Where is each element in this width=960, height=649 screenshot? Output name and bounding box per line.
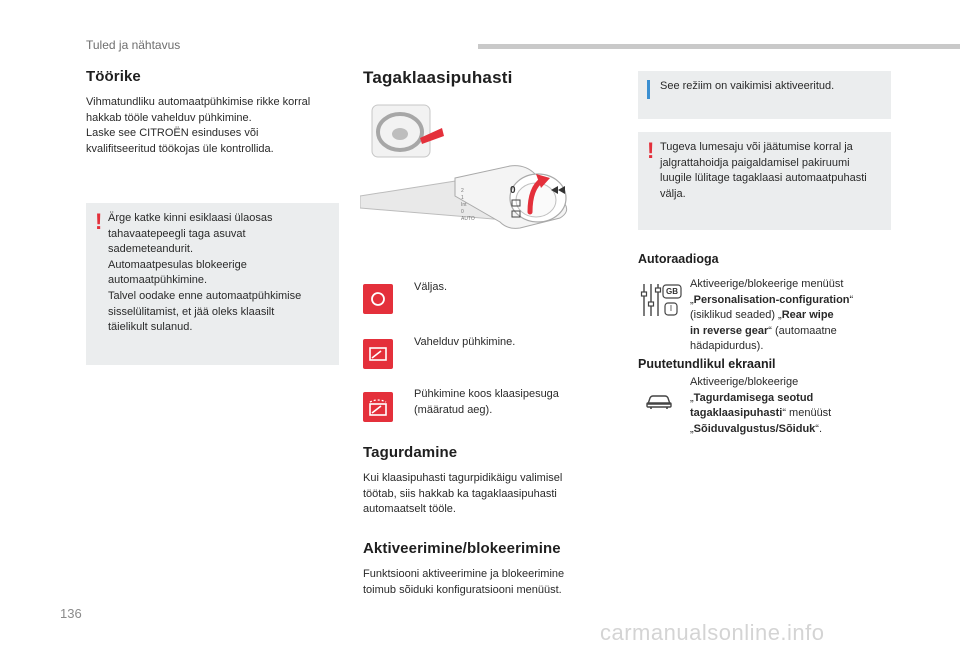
middle-title: Tagaklaasipuhasti — [363, 68, 513, 87]
radio-text: Aktiveerige/blokeerige menüüst „Personalisation-configuration“ (isiklikud seaded) „Rear wipe in reverse gear“ (automaatne hädapidurdus). — [690, 278, 854, 353]
reverse-body: Kui klaasipuhasti tagurpidikäigu valimisel töötab, siis hakkab ka tagaklaasipuhasti automaatselt tööle. — [363, 472, 563, 516]
warning-icon: ! — [95, 209, 103, 234]
info-badge: I — [669, 304, 673, 313]
touchscreen-title: Puutetundlikul ekraanil — [638, 357, 776, 371]
lever-label: AUTO — [461, 216, 475, 222]
language-badge: GB — [666, 287, 678, 296]
mode-text: Vahelduv pühkimine. — [414, 336, 516, 348]
car-icon — [645, 392, 673, 410]
right-warning-box — [638, 132, 891, 230]
lever-label: 2 — [461, 188, 464, 194]
reverse-title: Tagurdamine — [363, 444, 458, 461]
mode-text: Väljas. — [414, 281, 448, 293]
mode-text: Pühkimine koos klaasipesuga (määratud aeg). — [414, 388, 559, 416]
settings-sliders-icon — [640, 282, 684, 320]
lever-body — [360, 166, 567, 229]
info-text: See režiim on vaikimisi aktiveeritud. — [660, 80, 835, 92]
svg-text:0: 0 — [510, 185, 516, 196]
lever-label: 0 — [461, 209, 464, 215]
steering-wheel-icon — [372, 105, 444, 157]
section-header: Tuled ja nähtavus — [86, 38, 181, 52]
radio-title: Autoraadioga — [638, 252, 719, 266]
left-warning-box — [86, 203, 339, 365]
watermark: carmanualsonline.info — [600, 620, 825, 645]
activation-body: Funktsiooni aktiveerimine ja blokeerimine toimub sõiduki konfiguratsiooni menüüst. — [363, 568, 565, 596]
info-box — [638, 71, 891, 119]
page-number: 136 — [60, 606, 82, 621]
wiper-lever-illustration — [360, 100, 585, 260]
header-bar — [478, 44, 960, 49]
lever-label: 1 — [461, 195, 464, 201]
lever-label: Int — [461, 202, 467, 208]
rear-wiper-wash-icon — [363, 392, 393, 422]
right-warning-text: Tugeva lumesaju või jäätumise korral ja jalgrattahoidja paigaldamisel pakiruumi luugile lülitage tagaklaasi automaatpuhasti välja. — [660, 141, 867, 200]
touchscreen-text: Aktiveerige/blokeerige „Tagurdamisega seotud tagaklaasipuhasti“ menüüst „Sõiduvalgustus/Sõiduk“. — [690, 376, 832, 435]
left-warning-text: Ärge katke kinni esiklaasi ülaosas tahavaatepeegli taga asuvat sademeteandurit. Automaatpesulas blokeerige automaatpühkimine. Talvel oodake enne automaatpühkimise sisselülitamist, et jää oleks klaasilt täielikult sulanud. — [108, 212, 302, 334]
rear-wiper-intermittent-icon — [363, 339, 393, 369]
info-icon — [647, 80, 650, 99]
activation-title: Aktiveerimine/blokeerimine — [363, 540, 561, 557]
warning-icon: ! — [647, 138, 655, 163]
left-body: Vihmatundliku automaatpühkimise rikke korral hakkab tööle vahelduv pühkimine. Laske see CITROËN esinduses või kvalifitseeritud töökojas üle kontrollida. — [86, 96, 311, 155]
left-title: Töörike — [86, 68, 141, 85]
rear-wiper-off-icon — [363, 284, 393, 314]
